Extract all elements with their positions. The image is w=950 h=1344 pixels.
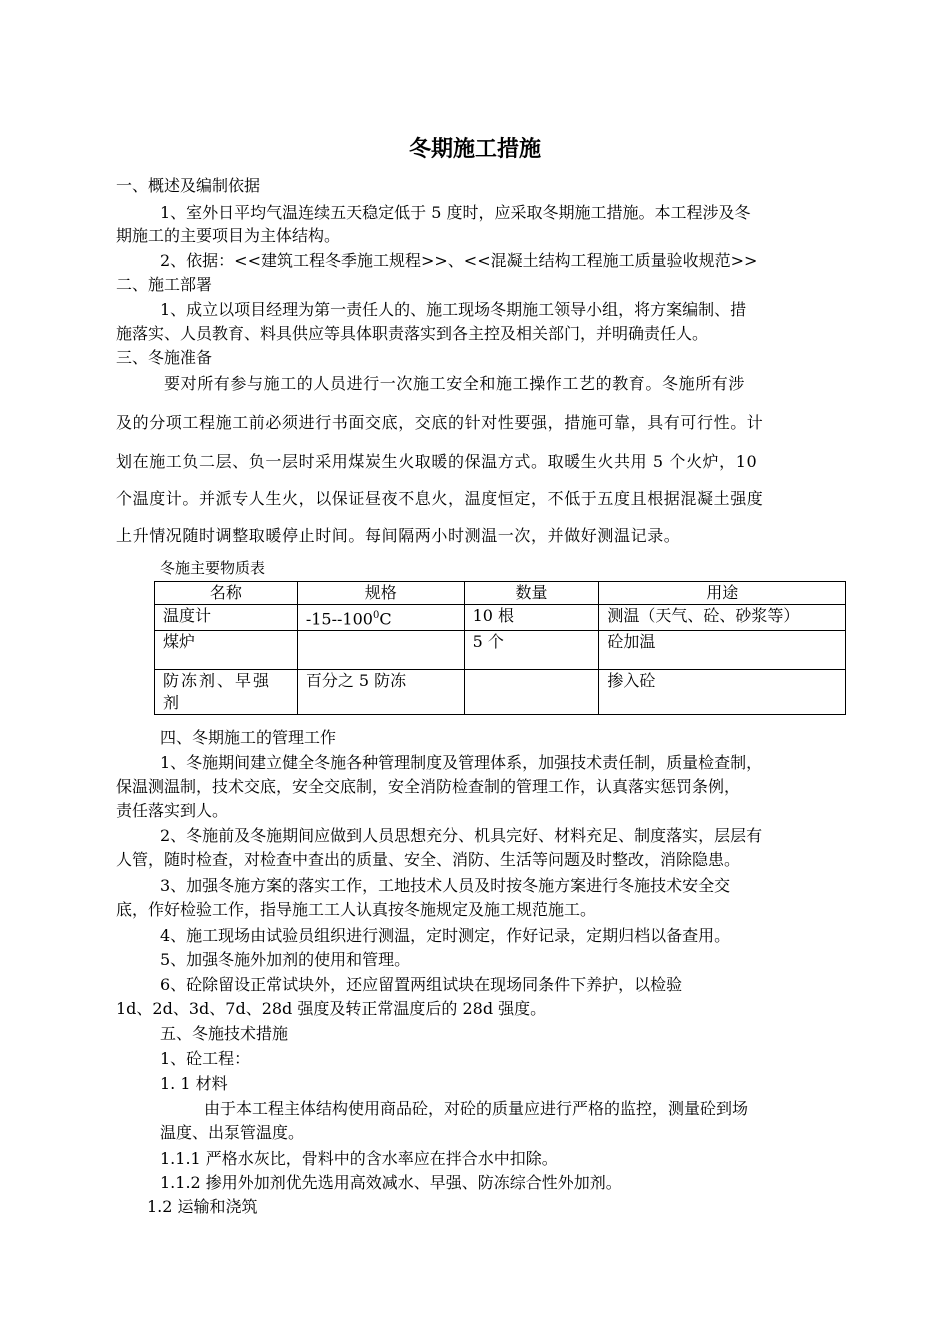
cell-usage: 掺入砼 bbox=[599, 670, 846, 715]
cell-spec: 百分之 5 防冻 bbox=[297, 670, 464, 715]
section-5-1-1-2: 1.1.2 掺用外加剂优先选用高效减水、早强、防冻综合性外加剂。 bbox=[160, 1173, 622, 1192]
header-name: 名称 bbox=[155, 582, 298, 605]
section-4-p4: 4、施工现场由试验员组织进行测温，定时测定，作好记录，定期归档以备查用。 bbox=[160, 926, 731, 945]
section-5-1-1-line-1: 由于本工程主体结构使用商品砼，对砼的质量应进行严格的监控，测量砼到场 bbox=[204, 1099, 749, 1118]
section-4-p2-line-1: 2、冬施前及冬施期间应做到人员思想充分、机具完好、材料充足、制度落实，层层有 bbox=[160, 826, 763, 845]
header-usage: 用途 bbox=[599, 582, 846, 605]
header-spec: 规格 bbox=[297, 582, 464, 605]
section-3-heading: 三、冬施准备 bbox=[116, 348, 213, 367]
section-4-p1-line-2: 保温测温制，技术交底，安全交底制，安全消防检查制的管理工作，认真落实惩罚条例， bbox=[116, 777, 741, 796]
section-5-1-1-line-2: 温度、出泵管温度。 bbox=[160, 1123, 305, 1142]
cell-name: 煤炉 bbox=[155, 631, 298, 670]
section-5-1-1-1: 1.1.1 严格水灰比，骨料中的含水率应在拌合水中扣除。 bbox=[160, 1149, 558, 1168]
document-title: 冬期施工措施 bbox=[408, 137, 541, 162]
cell-name: 温度计 bbox=[155, 605, 298, 631]
section-5-heading: 五、冬施技术措施 bbox=[160, 1024, 289, 1043]
cell-name: 防冻剂、早强剂 bbox=[155, 670, 298, 715]
cell-spec bbox=[297, 605, 464, 631]
cell-quantity: 5 个 bbox=[464, 631, 599, 670]
table-caption: 冬施主要物质表 bbox=[160, 559, 266, 577]
section-4-heading: 四、冬期施工的管理工作 bbox=[160, 728, 337, 747]
section-3-line-3: 划在施工负二层、负一层时采用煤炭生火取暖的保温方式。取暖生火共用 5 个火炉，10 bbox=[116, 452, 758, 471]
materials-table bbox=[154, 581, 846, 715]
section-4-p3-line-2: 底，作好检验工作，指导施工工人认真按冬施规定及施工规范施工。 bbox=[116, 900, 597, 919]
section-3-line-2: 及的分项工程施工前必须进行书面交底，交底的针对性要强，措施可靠，具有可行性。计 bbox=[116, 413, 764, 432]
table-header-row bbox=[155, 582, 846, 605]
degree-superscript: 0 bbox=[372, 610, 380, 621]
section-2-paragraph-line-2: 施落实、人员教育、料具供应等具体职责落实到各主控及相关部门，并明确责任人。 bbox=[116, 324, 709, 343]
table-row bbox=[155, 605, 846, 631]
header-quantity: 数量 bbox=[464, 582, 599, 605]
cell-quantity: 10 根 bbox=[464, 605, 599, 631]
table-row bbox=[155, 670, 846, 715]
section-3-line-1: 要对所有参与施工的人员进行一次施工安全和施工操作工艺的教育。冬施所有涉 bbox=[164, 374, 746, 393]
section-1-paragraph-1-line-1: 1、室外日平均气温连续五天稳定低于 5 度时，应采取冬期施工措施。本工程涉及冬 bbox=[160, 203, 751, 222]
temp-range: -15--100 bbox=[305, 609, 373, 629]
section-4-p5: 5、加强冬施外加剂的使用和管理。 bbox=[160, 950, 411, 969]
cell-quantity bbox=[464, 670, 599, 715]
section-1-paragraph-2: 2、依据：<<建筑工程冬季施工规程>>、<<混凝土结构工程施工质量验收规范>> bbox=[160, 251, 758, 270]
section-2-heading: 二、施工部署 bbox=[116, 275, 213, 294]
section-2-paragraph-line-1: 1、成立以项目经理为第一责任人的、施工现场冬期施工领导小组，将方案编制、措 bbox=[160, 300, 747, 319]
temp-unit: C bbox=[379, 609, 392, 629]
section-4-p6-line-2: 1d、2d、3d、7d、28d 强度及转正常温度后的 28d 强度。 bbox=[116, 999, 547, 1018]
section-1-heading: 一、概述及编制依据 bbox=[116, 176, 261, 195]
cell-usage: 测温（天气、砼、砂浆等） bbox=[599, 605, 846, 631]
section-4-p1-line-3: 责任落实到人。 bbox=[116, 801, 229, 820]
section-4-p3-line-1: 3、加强冬施方案的落实工作，工地技术人员及时按冬施方案进行冬施技术安全交 bbox=[160, 876, 731, 895]
section-1-paragraph-1-line-2: 期施工的主要项目为主体结构。 bbox=[116, 226, 341, 245]
section-4-p6-line-1: 6、砼除留设正常试块外，还应留置两组试块在现场同条件下养护，以检验 bbox=[160, 975, 683, 994]
section-3-line-5: 上升情况随时调整取暖停止时间。每间隔两小时测温一次，并做好测温记录。 bbox=[116, 526, 681, 545]
section-5-1-2-heading: 1.2 运输和浇筑 bbox=[147, 1197, 258, 1216]
section-5-1-heading: 1、砼工程： bbox=[160, 1049, 251, 1068]
table-row bbox=[155, 631, 846, 670]
section-4-p1-line-1: 1、冬施期间建立健全冬施各种管理制度及管理体系，加强技术责任制，质量检查制， bbox=[160, 753, 763, 772]
section-3-line-4: 个温度计。并派专人生火，以保证昼夜不息火，温度恒定，不低于五度且根据混凝土强度 bbox=[116, 489, 764, 508]
section-5-1-1-heading: 1. 1 材料 bbox=[160, 1074, 228, 1093]
cell-usage: 砼加温 bbox=[599, 631, 846, 670]
section-4-p2-line-2: 人管，随时检查，对检查中查出的质量、安全、消防、生活等问题及时整改，消除隐患。 bbox=[116, 850, 741, 869]
cell-spec bbox=[297, 631, 464, 670]
